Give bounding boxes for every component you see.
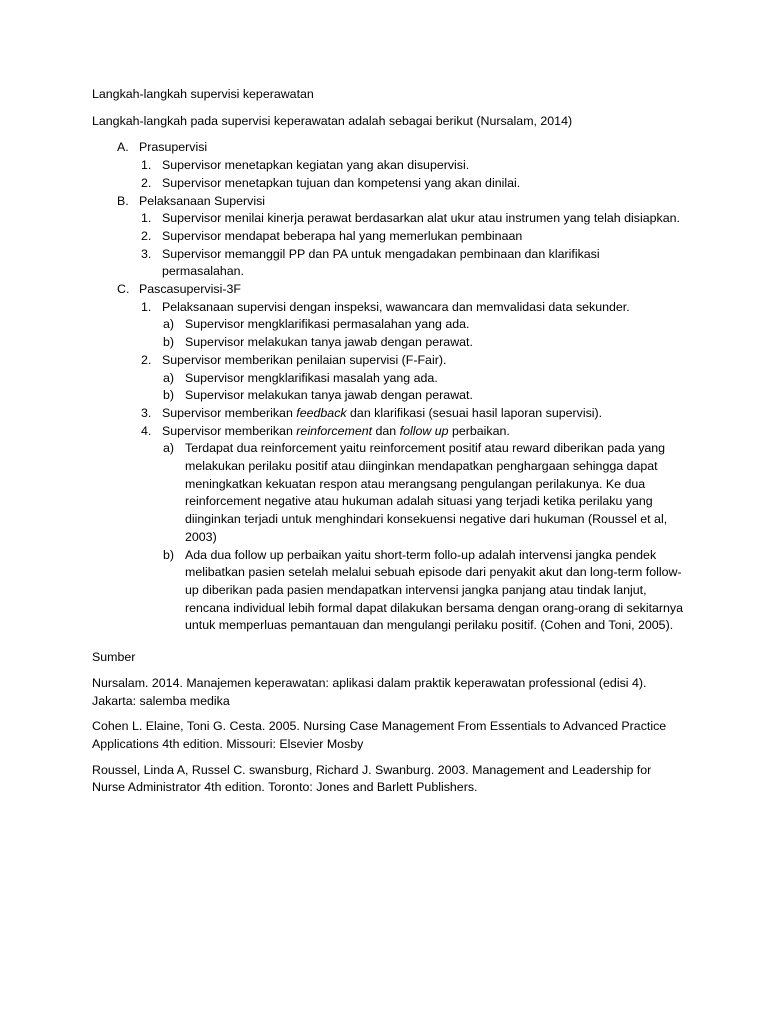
- reference-entry: Roussel, Linda A, Russel C. swansburg, Richard J. Swanburg. 2003. Management and Leadership for Nurse Administrator 4th edition. Toronto: Jones and Barlett Publishers.: [92, 762, 652, 795]
- list-item: [92, 405, 684, 423]
- list-marker: b): [163, 335, 175, 350]
- emphasis-text: reinforcement: [296, 423, 373, 438]
- list-item: [92, 423, 684, 441]
- list-item-text: Supervisor melakukan tanya jawab dengan perawat.: [185, 388, 473, 403]
- list-item: [92, 157, 684, 175]
- list-item-text: Supervisor melakukan tanya jawab dengan perawat.: [185, 335, 473, 350]
- section-heading: [92, 139, 684, 157]
- list-item-text: Supervisor memanggil PP dan PA untuk mengadakan pembinaan dan klarifikasi permasalahan.: [162, 246, 600, 279]
- list-item-text: Supervisor menetapkan tujuan dan kompetensi yang akan dinilai.: [162, 175, 521, 190]
- section-label: Pascasupervisi-3F: [139, 282, 241, 297]
- list-marker: a): [163, 441, 175, 456]
- list-item: [92, 299, 684, 317]
- sub-list-item: [92, 440, 684, 546]
- sources-heading: Sumber: [92, 650, 136, 665]
- list-marker: 1.: [141, 158, 152, 173]
- list-marker: 1.: [141, 211, 152, 226]
- sub-list-item: [92, 370, 684, 388]
- list-marker: 1.: [141, 299, 152, 314]
- list-item-text: Supervisor mendapat beberapa hal yang memerlukan pembinaan: [162, 228, 523, 243]
- text-run: perbaikan.: [448, 423, 510, 438]
- list-marker: b): [163, 388, 175, 403]
- section-label: Pelaksanaan Supervisi: [139, 193, 266, 208]
- sub-list-item: [92, 547, 684, 636]
- list-marker: 3.: [141, 405, 152, 420]
- section-label: Prasupervisi: [139, 140, 208, 155]
- section-pascasupervisi: [92, 281, 684, 635]
- list-item: [92, 228, 684, 246]
- list-item-text: Supervisor menilai kinerja perawat berdasarkan alat ukur atau instrumen yang telah disiapkan.: [162, 211, 680, 226]
- list-marker: C.: [117, 282, 130, 297]
- text-run: dan klarifikasi (sesuai hasil laporan supervisi).: [346, 405, 603, 420]
- list-marker: A.: [117, 140, 129, 155]
- sub-list-item: [92, 334, 684, 352]
- list-item-text: Supervisor menetapkan kegiatan yang akan disupervisi.: [162, 158, 470, 173]
- list-item-text: [162, 424, 510, 438]
- list-marker: 2.: [141, 352, 152, 367]
- list-item-text: Terdapat dua reinforcement yaitu reinforcement positif atau reward diberikan pada yang melakukan perilaku positif atau diinginkan mendapatkan penghargaan sehingga dapat meningkatkan kekuatan respon atau merangsang pengulangan perilakunya. Ke dua reinforcement negative atau hukuman adalah situasi yang terjadi ketika perilaku yang diinginkan terjadi untuk menghindari konsekuensi negative dari hukuman (Roussel et al, 2003): [185, 441, 668, 544]
- emphasis-text: feedback: [296, 405, 347, 420]
- intro-paragraph: Langkah-langkah pada supervisi keperawatan adalah sebagai berikut (Nursalam, 2014): [92, 113, 573, 128]
- section-pelaksanaan: [92, 193, 684, 282]
- reference-entry: Cohen L. Elaine, Toni G. Cesta. 2005. Nursing Case Management From Essentials to Advanced Practice Applications 4th edition. Missouri: Elsevier Mosby: [92, 719, 667, 751]
- text-run: Supervisor memberikan: [162, 405, 297, 420]
- sub-list-item: [92, 387, 684, 405]
- reference-entry: Nursalam. 2014. Manajemen keperawatan: aplikasi dalam praktik keperawatan professional (edisi 4). Jakarta: salemba medika: [92, 675, 647, 708]
- list-item-text: Ada dua follow up perbaikan yaitu short-term follo-up adalah intervensi jangka pendek melibatkan pasien setelah melalui sebuah episode dari penyakit akut dan long-term follow-up diberikan pada pasien mendapatkan intervensi jangka panjang atau tindak lanjut, rencana individual lebih formal dapat dilakukan bersama dengan orang-orang di sekitarnya untuk memperluas pemantauan dan mengulangi perilaku positif. (Cohen and Toni, 2005).: [185, 547, 684, 633]
- list-item-text: Supervisor memberikan penilaian supervisi (F-Fair).: [162, 352, 447, 367]
- sub-list-item: [92, 316, 684, 334]
- list-marker: a): [163, 317, 175, 332]
- list-item: [92, 352, 684, 370]
- list-marker: 4.: [141, 423, 152, 438]
- text-run: dan: [372, 423, 400, 438]
- list-marker: b): [163, 547, 175, 562]
- list-marker: B.: [117, 193, 129, 208]
- list-item: [92, 175, 684, 193]
- list-marker: a): [163, 370, 175, 385]
- emphasis-text: follow up: [399, 423, 449, 438]
- list-item-text: Supervisor mengklarifikasi masalah yang ada.: [185, 370, 438, 385]
- section-heading: [92, 193, 684, 211]
- list-item-text: [162, 406, 602, 420]
- document-page: [92, 86, 684, 805]
- document-title: Langkah-langkah supervisi keperawatan: [92, 87, 314, 101]
- list-item: [92, 246, 684, 281]
- section-heading: [92, 281, 684, 299]
- text-run: Supervisor memberikan: [162, 423, 297, 438]
- list-item: [92, 210, 684, 228]
- list-item-text: Pelaksanaan supervisi dengan inspeksi, wawancara dan memvalidasi data sekunder.: [162, 299, 630, 314]
- list-marker: 2.: [141, 228, 152, 243]
- list-item-text: Supervisor mengklarifikasi permasalahan yang ada.: [185, 317, 470, 332]
- list-marker: 3.: [141, 246, 152, 261]
- list-marker: 2.: [141, 175, 152, 190]
- section-prasupervisi: [92, 139, 684, 192]
